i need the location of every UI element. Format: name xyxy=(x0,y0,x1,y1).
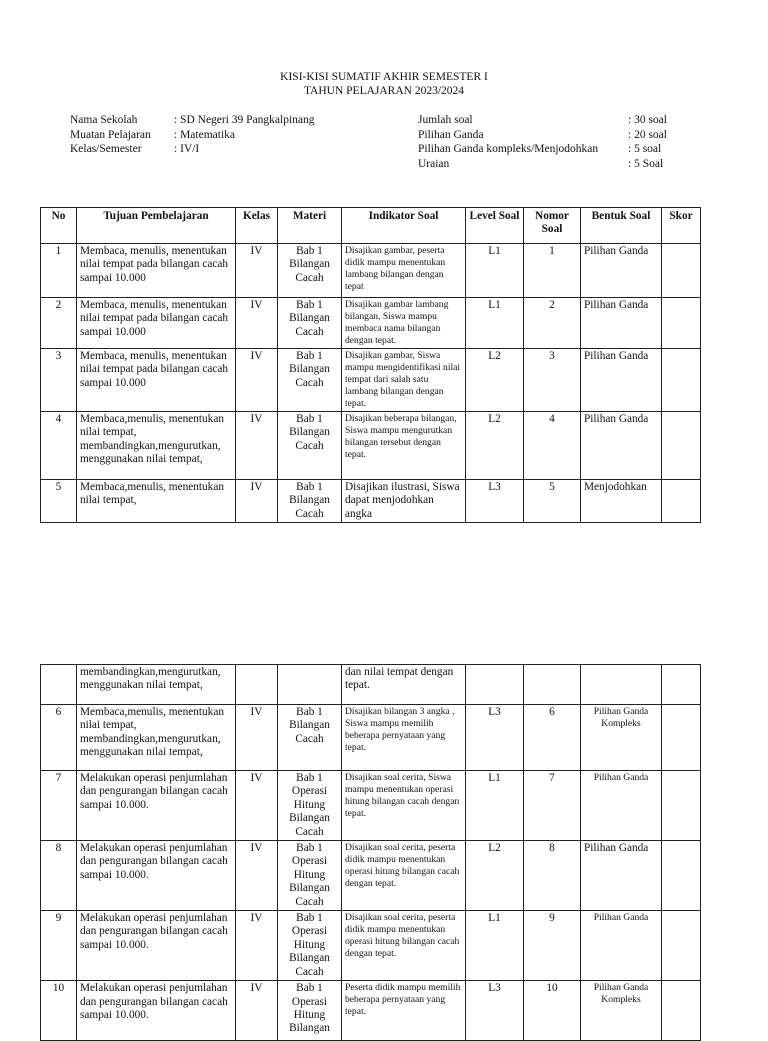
cell-bentuk: Pilihan Ganda Kompleks xyxy=(581,705,662,771)
cell-indikator: Peserta didik mampu memilih beberapa pernyataan yang tepat. xyxy=(342,981,466,1041)
info-value: : IV/I xyxy=(174,143,200,155)
cell-level: L2 xyxy=(466,349,524,412)
cell-bentuk: Pilihan Ganda xyxy=(581,244,662,298)
cell-kelas: IV xyxy=(236,412,278,480)
info-value: : 5 soal xyxy=(628,143,662,155)
cell-materi xyxy=(278,665,342,705)
cell-indikator: Disajikan gambar, Siswa mampu mengidentifikasi nilai tempat dari salah satu lambang bilangan dengan tepat. xyxy=(342,349,466,412)
cell-no: 8 xyxy=(41,841,77,911)
cell-materi: Bab 1 Operasi Hitung Bilangan Cacah xyxy=(278,911,342,981)
cell-materi: Bab 1 Bilangan Cacah xyxy=(278,480,342,523)
cell-bentuk xyxy=(581,665,662,705)
cell-level: L3 xyxy=(466,981,524,1041)
cell-kelas: IV xyxy=(236,244,278,298)
info-value: : Matematika xyxy=(174,128,235,141)
table-row xyxy=(41,665,701,705)
cell-bentuk: Menjodohkan xyxy=(581,480,662,523)
cell-no: 6 xyxy=(41,705,77,771)
cell-nomor: 2 xyxy=(524,298,581,349)
cell-kelas: IV xyxy=(236,298,278,349)
cell-tujuan: Membaca, menulis, menentukan nilai tempat pada bilangan cacah sampai 10.000 xyxy=(77,349,236,412)
cell-nomor: 10 xyxy=(524,981,581,1041)
cell-kelas: IV xyxy=(236,911,278,981)
cell-tujuan: Melakukan operasi penjumlahan dan pengurangan bilangan cacah sampai 10.000. xyxy=(77,841,236,911)
cell-skor xyxy=(662,349,701,412)
table-row xyxy=(41,705,701,771)
cell-materi: Bab 1 Bilangan Cacah xyxy=(278,412,342,480)
info-value: : 30 soal xyxy=(628,114,667,126)
cell-bentuk: Pilihan Ganda xyxy=(581,841,662,911)
cell-skor xyxy=(662,841,701,911)
cell-level: L1 xyxy=(466,911,524,981)
cell-skor xyxy=(662,480,701,523)
cell-nomor xyxy=(524,665,581,705)
cell-tujuan: Membaca,menulis, menentukan nilai tempat, membandingkan,mengurutkan, menggunakan nilai tempat, xyxy=(77,412,236,480)
cell-materi: Bab 1 Bilangan Cacah xyxy=(278,705,342,771)
cell-bentuk: Pilihan Ganda Kompleks xyxy=(581,981,662,1041)
cell-tujuan: Membaca,menulis, menentukan nilai tempat, xyxy=(77,480,236,523)
table-row xyxy=(41,981,701,1041)
cell-bentuk: Pilihan Ganda xyxy=(581,771,662,841)
cell-bentuk: Pilihan Ganda xyxy=(581,298,662,349)
cell-nomor: 3 xyxy=(524,349,581,412)
info-row xyxy=(70,113,315,128)
info-label: Pilihan Ganda xyxy=(418,128,484,141)
grid-table-page-2 xyxy=(40,664,701,1041)
cell-tujuan: Melakukan operasi penjumlahan dan pengurangan bilangan cacah sampai 10.000. xyxy=(77,911,236,981)
cell-nomor: 6 xyxy=(524,705,581,771)
info-row xyxy=(418,157,667,172)
info-label: Kelas/Semester xyxy=(70,143,142,155)
cell-nomor: 7 xyxy=(524,771,581,841)
question-summary xyxy=(418,113,667,171)
info-value: : 5 Soal xyxy=(628,157,664,170)
cell-indikator: dan nilai tempat dengan tepat. xyxy=(342,665,466,705)
cell-indikator: Disajikan ilustrasi, Siswa dapat menjodohkan angka xyxy=(342,480,466,523)
info-row xyxy=(418,128,667,143)
info-label: Nama Sekolah xyxy=(70,114,138,126)
cell-no: 3 xyxy=(41,349,77,412)
cell-nomor: 8 xyxy=(524,841,581,911)
cell-level: L1 xyxy=(466,771,524,841)
info-label: Uraian xyxy=(418,157,450,170)
cell-indikator: Disajikan beberapa bilangan, Siswa mampu mengurutkan bilangan tersebut dengan tepat. xyxy=(342,412,466,480)
cell-level: L2 xyxy=(466,412,524,480)
cell-bentuk: Pilihan Ganda xyxy=(581,412,662,480)
cell-bentuk: Pilihan Ganda xyxy=(581,911,662,981)
cell-indikator: Disajikan gambar lambang bilangan, Siswa mampu membaca nama bilangan dengan tepat. xyxy=(342,298,466,349)
table-row xyxy=(41,480,701,523)
info-row xyxy=(70,128,315,143)
cell-no: 4 xyxy=(41,412,77,480)
info-row xyxy=(418,142,667,157)
cell-level: L2 xyxy=(466,841,524,911)
cell-materi: Bab 1 Operasi Hitung Bilangan Cacah xyxy=(278,771,342,841)
info-label: Pilihan Ganda kompleks/Menjodohkan xyxy=(418,143,599,155)
header-nomor: Nomor Soal xyxy=(524,208,581,244)
cell-skor xyxy=(662,981,701,1041)
cell-skor xyxy=(662,298,701,349)
cell-skor xyxy=(662,412,701,480)
document-subtitle: TAHUN PELAJARAN 2023/2024 xyxy=(303,85,465,97)
cell-nomor: 1 xyxy=(524,244,581,298)
cell-materi: Bab 1 Operasi Hitung Bilangan Cacah xyxy=(278,841,342,911)
cell-nomor: 4 xyxy=(524,412,581,480)
cell-skor xyxy=(662,244,701,298)
cell-indikator: Disajikan soal cerita, peserta didik mampu menentukan operasi hitung bilangan cacah dengan tepat. xyxy=(342,841,466,911)
cell-nomor: 9 xyxy=(524,911,581,981)
cell-no: 10 xyxy=(41,981,77,1041)
cell-kelas: IV xyxy=(236,480,278,523)
header-indikator: Indikator Soal xyxy=(342,208,466,244)
info-row xyxy=(418,113,667,128)
table-header-row xyxy=(41,208,701,244)
header-tujuan: Tujuan Pembelajaran xyxy=(77,208,236,244)
cell-kelas xyxy=(236,665,278,705)
cell-no: 7 xyxy=(41,771,77,841)
header-no: No xyxy=(41,208,77,244)
cell-no: 5 xyxy=(41,480,77,523)
cell-no: 2 xyxy=(41,298,77,349)
table-row xyxy=(41,771,701,841)
header-materi: Materi xyxy=(278,208,342,244)
document-title: KISI-KISI SUMATIF AKHIR SEMESTER I xyxy=(280,71,488,83)
header-level: Level Soal xyxy=(466,208,524,244)
header-skor: Skor xyxy=(662,208,701,244)
table-row xyxy=(41,349,701,412)
cell-indikator: Disajikan bilangan 3 angka , Siswa mampu memilih beberapa pernyataan yang tepat. xyxy=(342,705,466,771)
cell-level: L3 xyxy=(466,480,524,523)
cell-kelas: IV xyxy=(236,981,278,1041)
cell-kelas: IV xyxy=(236,771,278,841)
cell-no: 9 xyxy=(41,911,77,981)
cell-skor xyxy=(662,911,701,981)
cell-tujuan: Membaca, menulis, menentukan nilai tempat pada bilangan cacah sampai 10.000 xyxy=(77,298,236,349)
table-row xyxy=(41,244,701,298)
table-row xyxy=(41,298,701,349)
cell-kelas: IV xyxy=(236,349,278,412)
header-bentuk: Bentuk Soal xyxy=(581,208,662,244)
cell-indikator: Disajikan soal cerita, peserta didik mampu menentukan operasi hitung bilangan cacah dengan tepat. xyxy=(342,911,466,981)
cell-kelas: IV xyxy=(236,841,278,911)
cell-skor xyxy=(662,771,701,841)
info-value: : 20 soal xyxy=(628,128,667,141)
cell-level: L1 xyxy=(466,244,524,298)
table-row xyxy=(41,841,701,911)
cell-level: L3 xyxy=(466,705,524,771)
header-kelas: Kelas xyxy=(236,208,278,244)
info-row xyxy=(70,142,315,157)
cell-tujuan: Melakukan operasi penjumlahan dan pengurangan bilangan cacah sampai 10.000. xyxy=(77,771,236,841)
table-row xyxy=(41,412,701,480)
cell-tujuan: membandingkan,mengurutkan, menggunakan nilai tempat, xyxy=(77,665,236,705)
grid-table-page-1 xyxy=(40,207,701,523)
info-label: Jumlah soal xyxy=(418,114,473,126)
cell-kelas: IV xyxy=(236,705,278,771)
cell-skor xyxy=(662,665,701,705)
info-value: : SD Negeri 39 Pangkalpinang xyxy=(174,114,315,126)
cell-materi: Bab 1 Operasi Hitung Bilangan xyxy=(278,981,342,1041)
cell-materi: Bab 1 Bilangan Cacah xyxy=(278,298,342,349)
cell-materi: Bab 1 Bilangan Cacah xyxy=(278,244,342,298)
cell-no: 1 xyxy=(41,244,77,298)
cell-tujuan: Melakukan operasi penjumlahan dan pengurangan bilangan cacah sampai 10.000. xyxy=(77,981,236,1041)
cell-bentuk: Pilihan Ganda xyxy=(581,349,662,412)
info-label: Muatan Pelajaran xyxy=(70,128,151,141)
cell-tujuan: Membaca, menulis, menentukan nilai tempat pada bilangan cacah sampai 10.000 xyxy=(77,244,236,298)
school-info xyxy=(70,113,315,157)
cell-no xyxy=(41,665,77,705)
cell-skor xyxy=(662,705,701,771)
cell-materi: Bab 1 Bilangan Cacah xyxy=(278,349,342,412)
table-row xyxy=(41,911,701,981)
cell-level xyxy=(466,665,524,705)
cell-indikator: Disajikan gambar, peserta didik mampu menentukan lambang bilangan dengan tepat xyxy=(342,244,466,298)
cell-level: L1 xyxy=(466,298,524,349)
cell-nomor: 5 xyxy=(524,480,581,523)
cell-tujuan: Membaca,menulis, menentukan nilai tempat, membandingkan,mengurutkan, menggunakan nilai tempat, xyxy=(77,705,236,771)
cell-indikator: Disajikan soal cerita, Siswa mampu menentukan operasi hitung bilangan cacah dengan tepat. xyxy=(342,771,466,841)
